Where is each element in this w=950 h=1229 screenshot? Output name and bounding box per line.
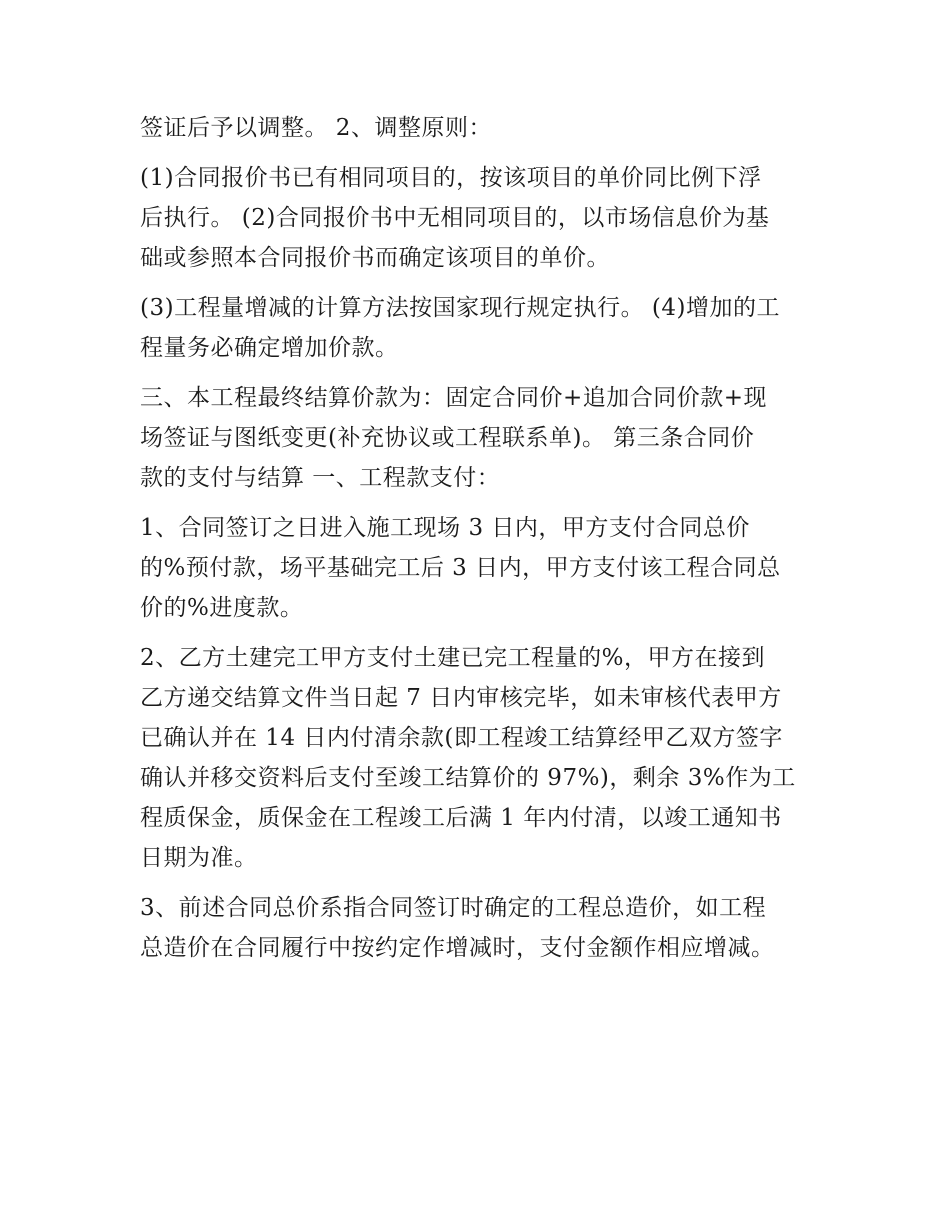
text-line: 础或参照本合同报价书而确定该项目的单价。	[140, 245, 610, 271]
text-line: 价的%进度款。	[140, 595, 304, 621]
paragraph-adjustment-rules-1-2	[140, 158, 820, 278]
paragraph-adjustment-intro	[140, 108, 820, 148]
text-line: 的%预付款，场平基础完工后 3 日内，甲方支付该工程合同总	[140, 555, 781, 581]
paragraph-payment-item-3	[140, 888, 820, 968]
paragraph-payment-item-1	[140, 508, 820, 628]
text-line: 总造价在合同履行中按约定作增减时，支付金额作相应增减。	[140, 935, 775, 961]
text-line: 三、本工程最终结算价款为：固定合同价+追加合同价款+现	[140, 385, 768, 411]
text-line: (1)合同报价书已有相同项目的，按该项目的单价同比例下浮	[140, 165, 762, 191]
text-line: 签证后予以调整。 2、调整原则：	[140, 115, 492, 141]
text-line: 乙方递交结算文件当日起 7 日内审核完毕，如未审核代表甲方	[140, 685, 782, 711]
text-line: 3、前述合同总价系指合同签订时确定的工程总造价，如工程	[140, 895, 767, 921]
text-line: 后执行。 (2)合同报价书中无相同项目的，以市场信息价为基	[140, 205, 770, 231]
paragraph-adjustment-rules-3-4	[140, 288, 820, 368]
text-line: (3)工程量增减的计算方法按国家现行规定执行。 (4)增加的工	[140, 295, 780, 321]
text-line: 已确认并在 14 日内付清余款(即工程竣工结算经甲乙双方签字	[140, 725, 783, 751]
text-line: 日期为准。	[140, 845, 258, 871]
text-line: 程质保金，质保金在工程竣工后满 1 年内付清，以竣工通知书	[140, 805, 782, 831]
text-line: 1、合同签订之日进入施工现场 3 日内，甲方支付合同总价	[140, 515, 750, 541]
text-line: 程量务必确定增加价款。	[140, 335, 399, 361]
text-line: 款的支付与结算 一、工程款支付：	[140, 465, 501, 491]
text-line: 确认并移交资料后支付至竣工结算价的 97%)，剩余 3%作为工	[140, 765, 796, 791]
paragraph-payment-item-2	[140, 638, 820, 878]
paragraph-final-settlement	[140, 378, 820, 498]
document-body	[140, 108, 820, 978]
text-line: 2、乙方土建完工甲方支付土建已完工程量的%，甲方在接到	[140, 645, 765, 671]
text-line: 场签证与图纸变更(补充协议或工程联系单)。 第三条合同价	[140, 425, 755, 451]
